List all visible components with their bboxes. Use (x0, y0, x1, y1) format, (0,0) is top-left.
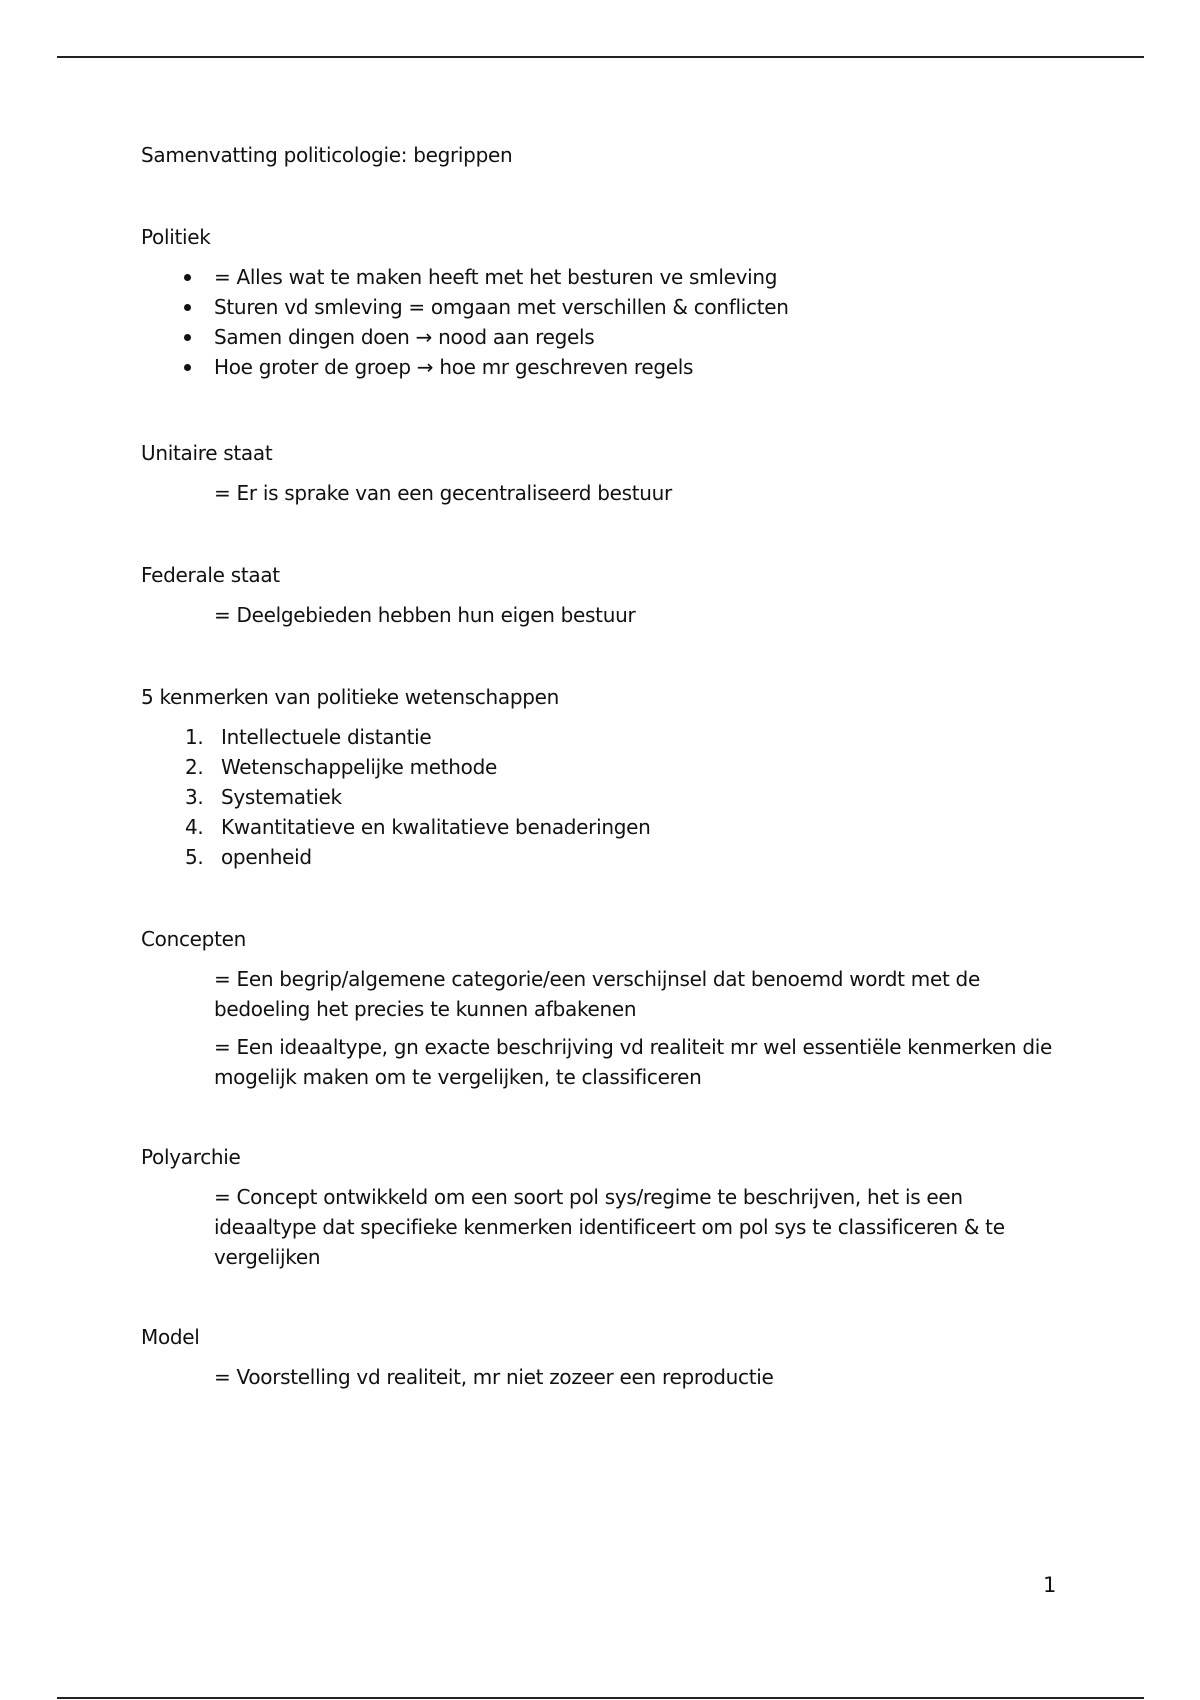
page-number: 1 (1043, 1573, 1057, 1597)
list-item-text: openheid (221, 845, 312, 869)
definition-text: = Een begrip/algemene categorie/een verschijnsel dat benoemd wordt met de bedoeling het precies te kunnen afbakenen (214, 967, 980, 1021)
list-number: 3. (185, 785, 204, 809)
list-item-text: Intellectuele distantie (221, 725, 432, 749)
definition-text: = Concept ontwikkeld om een soort pol sys/regime te beschrijven, het is een ideaaltype dat specifieke kenmerken identificeert om pol sys te classificeren & te vergelijken (214, 1185, 1005, 1269)
section-politiek (141, 222, 1061, 382)
list-item (214, 262, 1061, 292)
section-model (141, 1322, 1061, 1392)
list-item (185, 812, 1061, 842)
section-heading: Politiek (141, 225, 211, 249)
top-rule (57, 56, 1144, 58)
list-number: 2. (185, 755, 204, 779)
list-item-text: Hoe groter de groep → hoe mr geschreven regels (214, 355, 694, 379)
bullet-icon (184, 364, 191, 371)
definition-text: = Een ideaaltype, gn exacte beschrijving vd realiteit mr wel essentiële kenmerken die mogelijk maken om te vergelijken, te classificeren (214, 1035, 1052, 1089)
list-item (185, 842, 1061, 872)
section-concepten (141, 924, 1061, 1092)
list-item (214, 292, 1061, 322)
bottom-rule (57, 1697, 1144, 1699)
section-heading: 5 kenmerken van politieke wetenschappen (141, 685, 560, 709)
definition-text: = Voorstelling vd realiteit, mr niet zozeer een reproductie (214, 1365, 774, 1389)
numbered-list (141, 722, 1061, 872)
list-item-text: Systematiek (221, 785, 342, 809)
list-item (214, 352, 1061, 382)
bullet-icon (184, 274, 191, 281)
list-item-text: Wetenschappelijke methode (221, 755, 498, 779)
definition-text: = Er is sprake van een gecentraliseerd bestuur (214, 481, 672, 505)
section-heading: Polyarchie (141, 1145, 241, 1169)
bullet-list (141, 262, 1061, 382)
list-number: 5. (185, 845, 204, 869)
document-title: Samenvatting politicologie: begrippen (141, 143, 513, 167)
definition-text: = Deelgebieden hebben hun eigen bestuur (214, 603, 636, 627)
section-heading: Concepten (141, 927, 246, 951)
section-unitaire-staat (141, 438, 1061, 508)
list-item-text: = Alles wat te maken heeft met het besturen ve smleving (214, 265, 778, 289)
list-item (185, 782, 1061, 812)
list-item (185, 722, 1061, 752)
section-heading: Federale staat (141, 563, 280, 587)
list-number: 4. (185, 815, 204, 839)
section-polyarchie (141, 1142, 1061, 1272)
bullet-icon (184, 334, 191, 341)
list-item (214, 322, 1061, 352)
section-heading: Unitaire staat (141, 441, 273, 465)
bullet-icon (184, 304, 191, 311)
list-item-text: Samen dingen doen → nood aan regels (214, 325, 595, 349)
document-page (141, 140, 1061, 1400)
list-item-text: Sturen vd smleving = omgaan met verschillen & conflicten (214, 295, 789, 319)
section-kenmerken (141, 682, 1061, 872)
list-number: 1. (185, 725, 204, 749)
section-heading: Model (141, 1325, 200, 1349)
list-item-text: Kwantitatieve en kwalitatieve benaderingen (221, 815, 651, 839)
section-federale-staat (141, 560, 1061, 630)
list-item (185, 752, 1061, 782)
